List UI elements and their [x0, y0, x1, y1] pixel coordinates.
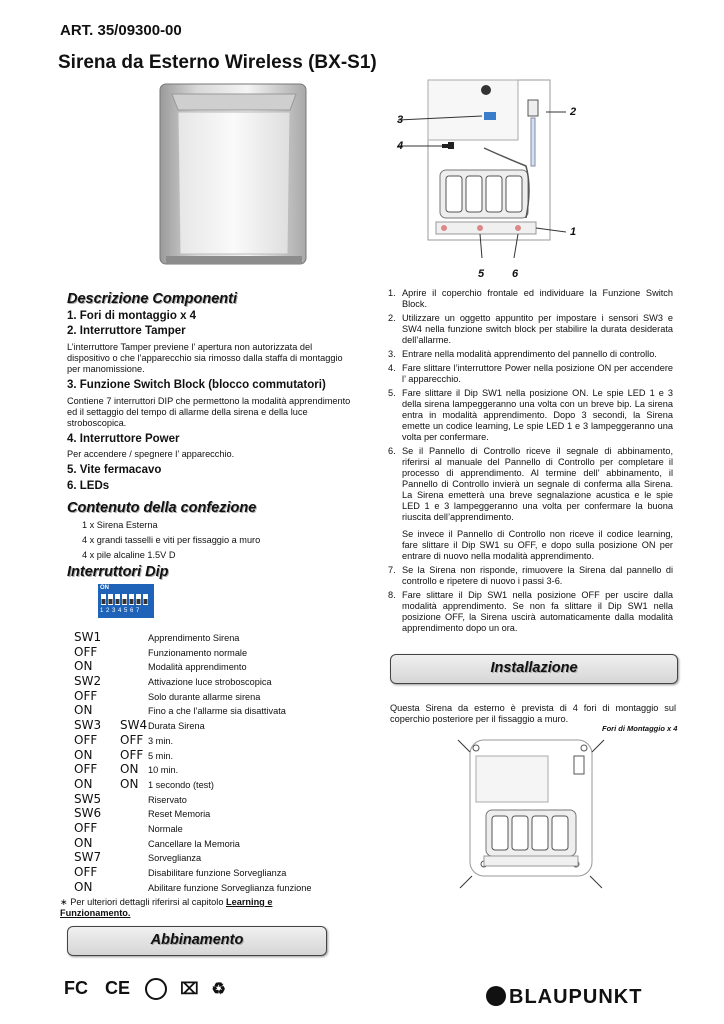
dip-row: [74, 659, 364, 674]
callout-3: 3: [397, 114, 404, 126]
pairing-step-number: 1.: [388, 288, 396, 298]
dip-row-switch: ON: [74, 659, 93, 674]
dip-row: [74, 880, 364, 895]
dip-row-desc: Solo durante allarme sirena: [148, 691, 261, 702]
brand-logo: [486, 986, 642, 1009]
pairing-step: [388, 590, 673, 634]
pairing-step-text: Se la Sirena non risponde, rimuovere la Sirena dal pannello di controllo e ripetere di nuovo i passi 3-6.: [402, 565, 673, 586]
pairing-step: [388, 565, 673, 587]
component-1-heading: 1. Fori di montaggio x 4: [67, 310, 197, 322]
weee-bin-icon: ⌧: [180, 981, 199, 998]
dip-row-desc: 10 min.: [148, 765, 179, 776]
dip-row: [74, 762, 364, 777]
dip-row: [74, 718, 364, 733]
dip-on-label: ON: [100, 585, 109, 591]
component-2-desc: L’interruttore Tamper previene l’ apertura non autorizzata del dispositivo o che l’apparecchio sia rimosso dalla staffa di montaggio per manomissione.: [67, 342, 343, 374]
component-6-heading: 6. LEDs: [67, 480, 110, 492]
dip-row: [74, 777, 364, 792]
siren-back-diagram: [456, 738, 606, 890]
siren-front-image: [158, 82, 310, 268]
pairing-step-number: 3.: [388, 349, 396, 359]
installation-title: Installazione: [490, 660, 578, 676]
dip-row: [74, 748, 364, 763]
dip-row-switch: ON: [74, 747, 93, 762]
pairing-step: [388, 288, 673, 310]
dip-row: [74, 689, 364, 704]
component-4-heading: 4. Interruttore Power: [67, 433, 180, 445]
component-3-desc: Contiene 7 interruttori DIP che permettono la modalità apprendimento ed il settaggio del tempo di allarme della sirena e della luce stroboscopica.: [67, 396, 351, 428]
pairing-step-number: 8.: [388, 590, 396, 600]
pairing-step-text: Fare slittare l’interruttore Power nella posizione ON per accendere l’ apparecchio.: [402, 363, 673, 384]
dip-row: [74, 733, 364, 748]
components-list: [67, 310, 357, 492]
dip-row-switch: ON: [74, 776, 93, 791]
dip-row-switch: SW6: [74, 806, 102, 821]
dip-row-switch: SW5: [74, 791, 102, 806]
contents-title: Contenuto della confezione: [67, 500, 257, 516]
dip-note: [60, 897, 340, 919]
dip-row-switch: ON: [74, 703, 93, 718]
pairing-step-number: 2.: [388, 313, 396, 323]
dip-row-switch: ON: [74, 835, 93, 850]
component-2-heading: 2. Interruttore Tamper: [67, 325, 186, 337]
ce-logo: CE: [105, 978, 131, 998]
pairing-step: [388, 446, 673, 562]
pairing-step-number: 4.: [388, 363, 396, 373]
dip-row-switch-b: ON: [120, 776, 139, 791]
dip-row-desc: Cancellare la Memoria: [148, 838, 240, 849]
fc-logo: FC: [64, 978, 88, 998]
dip-row-switch: OFF: [74, 688, 98, 703]
check-logo-icon: [145, 978, 167, 1000]
contents-item-1: 1 x Sirena Esterna: [82, 520, 158, 530]
pairing-step-text: Fare slittare il Dip SW1 nella posizione OFF per uscire dalla modalità apprendimento. Se non fa slittare il Dip SW1 nella posizione OFF, la Sirena uscirà automaticamente dalla modalità apprendimento dopo un ora.: [402, 590, 673, 633]
recycle-icon: ♻: [211, 981, 226, 998]
pairing-step-text: Entrare nella modalità apprendimento del pannello di controllo.: [402, 349, 657, 359]
callout-2: 2: [570, 106, 577, 118]
dip-row-desc: Abilitare funzione Sorveglianza funzione: [148, 882, 312, 893]
dip-note-link[interactable]: Learning e Funzionamento.: [60, 897, 273, 918]
installation-text: Questa Sirena da esterno è prevista di 4 fori di montaggio sul coperchio posteriore per il fissaggio a muro.: [390, 703, 676, 724]
page-title: Sirena da Esterno Wireless (BX-S1): [58, 52, 377, 73]
component-5-heading: 5. Vite fermacavo: [67, 464, 162, 476]
pairing-step-text: Aprire il coperchio frontale ed individuare la Funzione Switch Block.: [402, 288, 673, 309]
callout-4: 4: [397, 140, 404, 152]
pairing-title: Abbinamento: [150, 932, 244, 948]
dip-row: [74, 865, 364, 880]
callout-6: 6: [512, 268, 519, 280]
dip-row-switch: SW3: [74, 718, 102, 733]
dip-row: [74, 645, 364, 660]
dip-row-desc: 5 min.: [148, 750, 174, 761]
callout-1: 1: [570, 226, 577, 238]
dip-row-switch: SW1: [74, 630, 102, 644]
callout-5: 5: [478, 268, 485, 280]
installation-heading-box: [390, 654, 678, 684]
dip-switch-image: [98, 584, 154, 618]
dip-row-desc: Disabilitare funzione Sorveglianza: [148, 868, 287, 878]
dip-row-switch: OFF: [74, 732, 98, 747]
dip-row-desc: Riservato: [148, 794, 187, 805]
brand-name: BLAUPUNKT: [509, 986, 643, 1008]
pairing-step: [388, 349, 673, 360]
dip-row-desc: Normale: [148, 823, 183, 834]
pairing-step-6-extra: Se invece il Pannello di Controllo non riceve il codice learning, fare slittare il Dip SW1 su OFF, e dopo sulla posizione ON per entrare di nuovo nella modalità apprendimento.: [402, 529, 673, 561]
dip-title: Interruttori Dip: [67, 564, 169, 580]
dip-row-switch-b: ON: [120, 762, 139, 777]
dip-row-switch-b: OFF: [120, 732, 144, 747]
dip-note-prefix: ∗ Per ulteriori dettagli riferirsi al capitolo: [60, 897, 226, 907]
dip-row: [74, 806, 364, 821]
dip-row-desc: Durata Sirena: [148, 721, 205, 732]
dip-row-switch: OFF: [74, 820, 98, 835]
siren-internal-diagram: [396, 78, 566, 258]
components-title: Descrizione Componenti: [67, 291, 237, 307]
contents-item-2: 4 x grandi tasselli e viti per fissaggio a muro: [82, 535, 261, 545]
dip-row: [74, 674, 364, 689]
pairing-heading-box: [67, 926, 327, 956]
component-3-heading: 3. Funzione Switch Block (blocco commutatori): [67, 379, 326, 391]
dip-row: [74, 792, 364, 807]
dip-row-switch-b: SW4: [120, 718, 148, 733]
dip-row: [74, 836, 364, 851]
dip-row: [74, 850, 364, 865]
dip-row-desc: Modalità apprendimento: [148, 662, 247, 673]
dip-row-switch: ON: [74, 879, 93, 894]
mounting-holes-label: Fori di Montaggio x 4: [602, 724, 678, 733]
dip-row-switch: OFF: [74, 762, 98, 777]
dip-row-desc: Reset Memoria: [148, 809, 211, 820]
dip-row-switch-b: OFF: [120, 747, 144, 762]
article-number: ART. 35/09300-00: [60, 22, 182, 39]
dip-row-desc: Fino a che l’allarme sia disattivata: [148, 706, 286, 717]
pairing-step-number: 6.: [388, 446, 396, 456]
dip-row-desc: Sorveglianza: [148, 853, 202, 864]
pairing-step-text: Se il Pannello di Controllo riceve il segnale di abbinamento, riferirsi al manuale del Pannello di Controllo per completare il processo di apprendimento. Al termine dell’ abbinamento, il Pannello di Controllo invierà un segnale di conferma alla Sirena. La Sirena emetterà una breve segnalazione acustica e le spie LED 1 e 3 lampeggeranno una volta per confermare la buona riuscita dell’apprendimento.: [402, 446, 673, 522]
certification-logos: [64, 978, 226, 1000]
brand-dot-icon: [486, 986, 506, 1006]
dip-row: [74, 630, 364, 645]
dip-row-switch: OFF: [74, 644, 98, 659]
contents-item-3: 4 x pile alcaline 1.5V D: [82, 550, 176, 560]
dip-row-switch: SW2: [74, 674, 102, 689]
dip-table: [74, 630, 364, 894]
pairing-step: [388, 388, 673, 443]
dip-numbers: 1 2 3 4 5 6 7: [100, 608, 140, 614]
component-4-desc: Per accendere / spegnere l’ apparecchio.: [67, 449, 235, 459]
dip-row-desc: 1 secondo (test): [148, 779, 214, 790]
pairing-step: [388, 313, 673, 346]
pairing-step-number: 5.: [388, 388, 396, 398]
dip-row: [74, 703, 364, 718]
dip-row-switch: OFF: [74, 865, 98, 879]
dip-row: [74, 821, 364, 836]
pairing-step-text: Utilizzare un oggetto appuntito per impostare i sensori SW3 e SW4 nella funzione switch block per stabilire la durata desiderata dell’allarme.: [402, 313, 673, 345]
pairing-step-text: Fare slittare il Dip SW1 nella posizione ON. Le spie LED 1 e 3 della sirena lampeggeranno una volta con un breve bip. La sirena entra in modalità apprendimento. Dopo 3 secondi, la Sirena emette un codice learning, Le spie LED 1 e 3 lampeggeranno una volta per confermare.: [402, 388, 673, 442]
dip-row-desc: Attivazione luce stroboscopica: [148, 677, 272, 688]
pairing-step-number: 7.: [388, 565, 396, 575]
dip-row-desc: Funzionamento normale: [148, 647, 248, 658]
dip-row-desc: Apprendimento Sirena: [148, 633, 240, 643]
dip-row-switch: SW7: [74, 850, 102, 865]
pairing-steps: [388, 288, 673, 637]
dip-row-desc: 3 min.: [148, 735, 174, 746]
pairing-step: [388, 363, 673, 385]
